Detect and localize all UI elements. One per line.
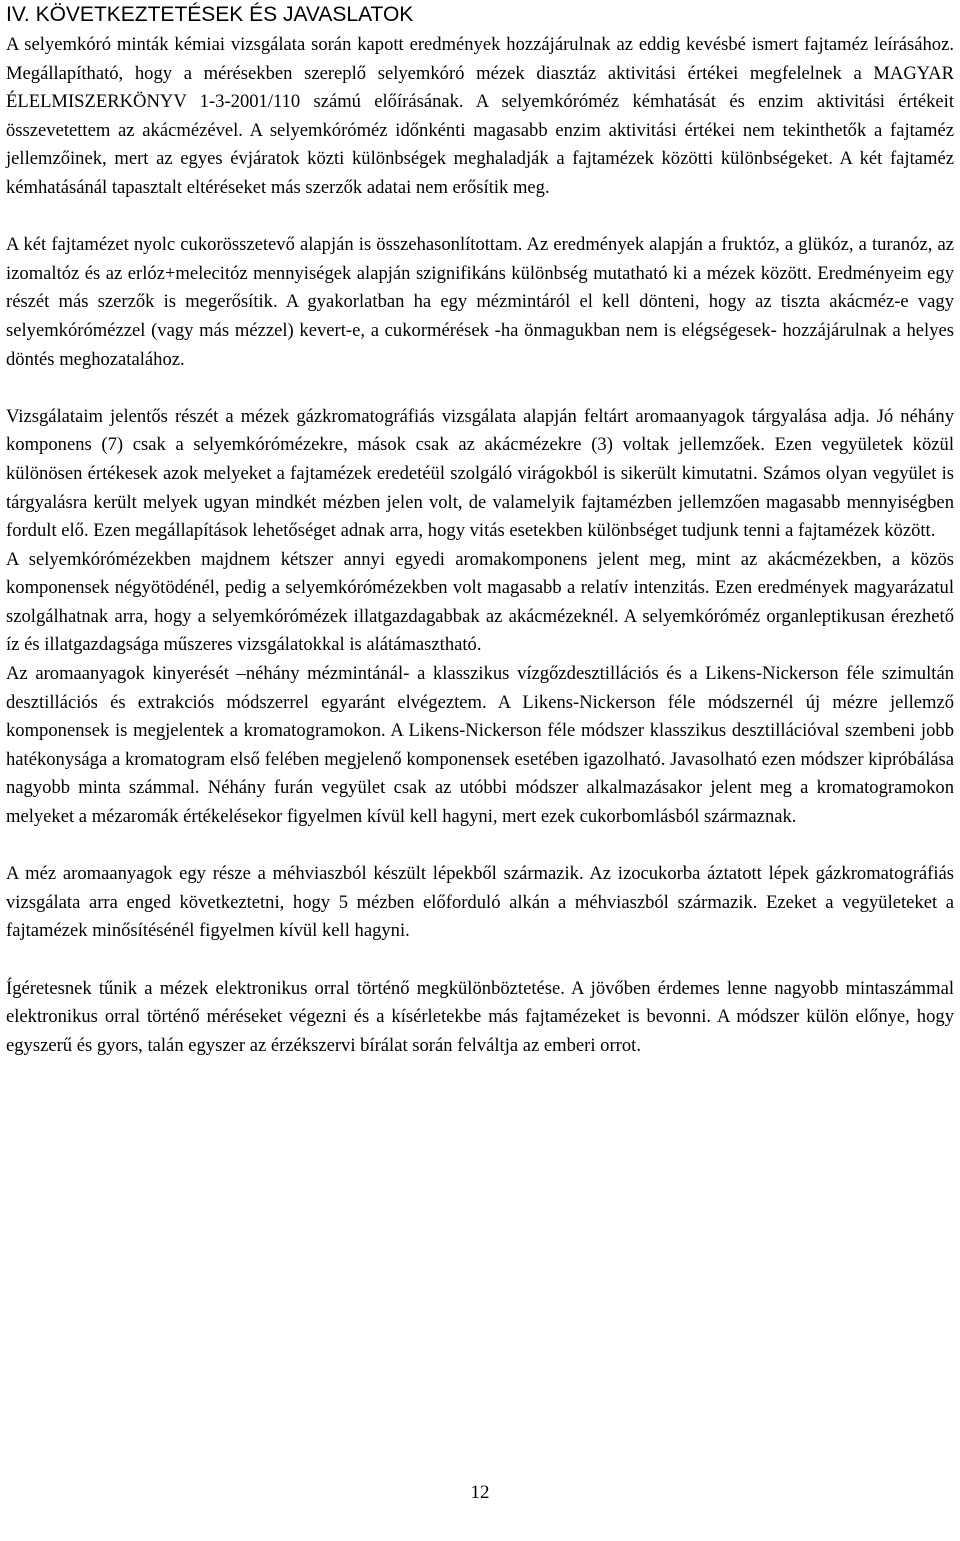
paragraph-extraction-methods: Az aromaanyagok kinyerését –néhány mézmintánál- a klasszikus vízgőzdesztillációs és a Likens-Nickerson féle szimultán desztillációs és extrakciós módszerrel egyaránt elvégeztem. A Likens-Nickerson féle módszernél új mézre jellemző komponensek is megjelentek a kromatogramokon. A Likens-Nickerson féle módszer klasszikus desztillációval szembeni jobb hatékonysága a kromatogram első felében megjelenő komponensek esetében igazolható. Javasolható ezen módszer kipróbálása nagyobb minta számmal. Néhány furán vegyület csak az utóbbi módszer alkalmazásakor jelent meg a kromatogramokon melyeket a mézaromák értékelésekor figyelmen kívül kell hagyni, mert ezek cukorbomlásból származnak. <box>6 663 954 828</box>
paragraph-chemical-analysis: A selyemkóró minták kémiai vizsgálata során kapott eredmények hozzájárulnak az eddig kevésbé ismert fajtaméz leírásához. Megállapítható, hogy a mérésekben szereplő selyemkóró mézek diasztáz aktivitási értékei megfelelnek a MAGYAR ÉLELMISZERKÖNYV 1-3-2001/110 számú előírásának. A selyemkóróméz kémhatását és enzim aktivitási értékeit összevetettem az akácmézével. A selyemkóróméz időnkénti magasabb enzim aktivitási értékei nem tekinthetők a fajtaméz jellemzőinek, mert az egyes évjáratok közti különbségek meghaladják a fajtamézek közötti különbségeket. A két fajtaméz kémhatásánál tapasztalt eltéréseket más szerzők adatai nem erősítik meg. <box>6 34 954 198</box>
document-page <box>6 0 954 1541</box>
paragraph-aroma-intensity: A selyemkórómézekben majdnem kétszer annyi egyedi aromakomponens jelent meg, mint az akácmézekben, a közös komponensek négyötödénél, pedig a selyemkórómézekben volt magasabb a relatív intenzitás. Ezen eredmények magyarázatul szolgálhatnak arra, hogy a selyemkórómézek illatgazdagabbak az akácmézeknél. A selyemkóróméz organleptikusan érezhető íz és illatgazdagsága műszeres vizsgálatokkal is alátámasztható. <box>6 548 954 656</box>
page-number: 12 <box>470 1482 490 1503</box>
body-text <box>6 29 954 1060</box>
section-heading: IV. KÖVETKEZTETÉSEK ÉS JAVASLATOK <box>6 3 414 26</box>
paragraph-aroma-compounds: Vizsgálataim jelentős részét a mézek gázkromatográfiás vizsgálata alapján feltárt aromaanyagok tárgyalása adja. Jó néhány komponens (7) csak a selyemkórómézekre, mások csak az akácmézekre (3) voltak jellemzőek. Ezen vegyületek közül különösen értékesek azok melyeket a fajtamézek eredetéül szolgáló virágokból is sikerült kimutatni. Számos olyan vegyület is tárgyalásra került melyek ugyan mindkét mézben jelen volt, de valamelyik fajtamézben jellemzően magasabb mennyiségben fordult elő. Ezen megállapítások lehetőséget adnak arra, hogy vitás esetekben különbséget tudjunk tenni a fajtamézek között. <box>6 405 954 542</box>
paragraph-electronic-nose: Ígéretesnek tűnik a mézek elektronikus orral történő megkülönböztetése. A jövőben érdemes lenne nagyobb mintaszámmal elektronikus orral történő méréseket végezni és a kísérletekbe más fajtamézeket is bevonni. A módszer külön előnye, hogy egyszerű és gyors, talán egyszer az érzékszervi bírálat során felváltja az emberi orrot. <box>6 977 954 1056</box>
paragraph-beeswax: A méz aromaanyagok egy része a méhviaszból készült lépekből származik. Az izocukorba áztatott lépek gázkromatográfiás vizsgálata arra enged következtetni, hogy 5 mézben előforduló alkán a méhviaszból származik. Ezeket a vegyületeket a fajtamézek minősítésénél figyelmen kívül kell hagyni. <box>6 863 954 942</box>
paragraph-sugar-composition: A két fajtamézet nyolc cukorösszetevő alapján is összehasonlítottam. Az eredmények alapján a fruktóz, a glükóz, a turanóz, az izomaltóz és az erlóz+melecitóz mennyiségek alapján szignifikáns különbség mutatható ki a mézek között. Eredményeim egy részét más szerzők is megerősítik. A gyakorlatban ha egy mézmintáról el kell dönteni, hogy az tiszta akácméz-e vagy selyemkórómézzel (vagy más mézzel) kevert-e, a cukormérések -ha önmagukban nem is elégségesek- hozzájárulnak a helyes döntés meghozatalához. <box>6 234 954 370</box>
